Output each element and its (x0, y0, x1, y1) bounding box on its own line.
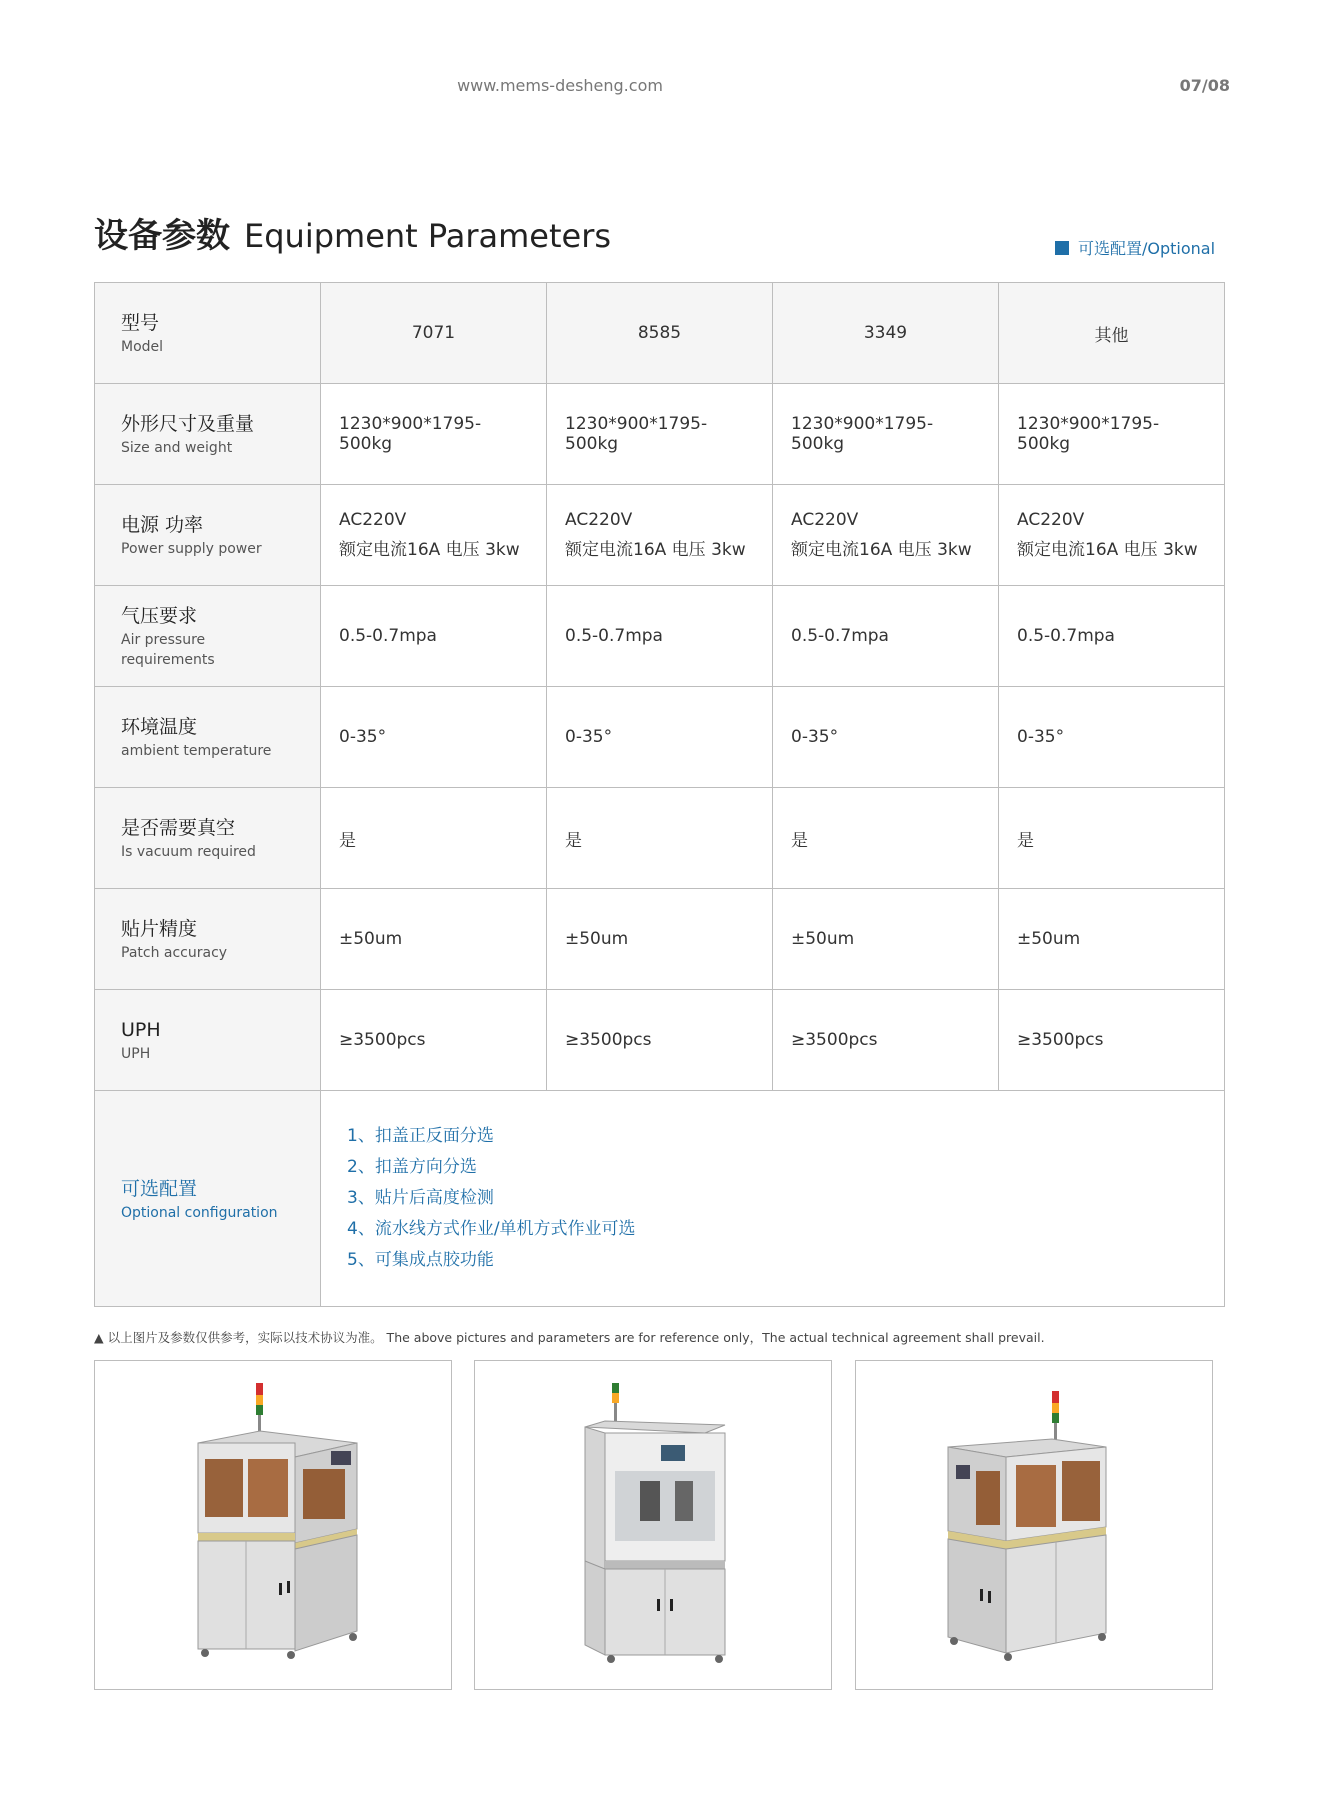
row-label (95, 485, 321, 586)
product-photo-1 (94, 1360, 452, 1690)
row-label (95, 384, 321, 485)
model-header-cell: 3349 (773, 283, 999, 384)
optional-config-list (339, 1121, 1206, 1276)
table-cell: 1230*900*1795-500kg (773, 384, 999, 485)
table-row (95, 788, 1225, 889)
row-label-en: Size and weight (121, 440, 233, 456)
table-row (95, 586, 1225, 687)
table-cell: 0-35° (773, 687, 999, 788)
row-label (95, 1091, 321, 1307)
cell-line-2: 额定电流16A 电压 3kw (1017, 540, 1198, 560)
model-header-cell: 8585 (547, 283, 773, 384)
table-cell: 是 (547, 788, 773, 889)
cell-line-2: 额定电流16A 电压 3kw (565, 540, 746, 560)
row-label-en: Power supply power (121, 541, 262, 557)
row-label-zh: 贴片精度 (121, 918, 198, 940)
list-item: 1、扣盖正反面分选 (347, 1126, 494, 1146)
table-row (95, 889, 1225, 990)
table-cell: ±50um (773, 889, 999, 990)
table-cell: 0.5-0.7mpa (547, 586, 773, 687)
legend-label: 可选配置/Optional (1078, 239, 1216, 258)
cell-line-2: 额定电流16A 电压 3kw (791, 540, 972, 560)
list-item: 4、流水线方式作业/单机方式作业可选 (347, 1219, 636, 1239)
table-cell: ±50um (547, 889, 773, 990)
table-cell: 是 (321, 788, 547, 889)
table-cell (773, 485, 999, 586)
row-label-en: UPH (121, 1046, 151, 1062)
table-cell: 0.5-0.7mpa (321, 586, 547, 687)
cell-line-1: AC220V (339, 510, 407, 530)
row-label-zh: 是否需要真空 (121, 817, 236, 839)
table-cell: 是 (999, 788, 1225, 889)
cell-line-1: AC220V (1017, 510, 1085, 530)
page-title-en: Equipment Parameters (244, 217, 612, 255)
optional-config-row (95, 1091, 1225, 1307)
row-label-zh: 可选配置 (121, 1177, 198, 1200)
page-title (94, 208, 612, 256)
list-item: 3、贴片后高度检测 (347, 1188, 494, 1208)
row-label (95, 283, 321, 384)
table-cell: ≥3500pcs (547, 990, 773, 1091)
table-cell: ≥3500pcs (321, 990, 547, 1091)
optional-config-cell (321, 1091, 1225, 1307)
table-cell (999, 485, 1225, 586)
table-cell (321, 485, 547, 586)
table-cell: ±50um (321, 889, 547, 990)
row-label-en: Model (121, 339, 164, 355)
row-label-zh: 型号 (121, 312, 160, 334)
table-cell: 1230*900*1795-500kg (547, 384, 773, 485)
website-url: www.mems-desheng.com (457, 76, 663, 95)
row-label-en: Air pressure requirements (121, 632, 215, 668)
table-row (95, 485, 1225, 586)
page-title-zh: 设备参数 (94, 216, 230, 256)
row-label-zh: 环境温度 (121, 716, 198, 738)
table-cell: 0.5-0.7mpa (773, 586, 999, 687)
row-label-en: Optional configuration (121, 1204, 278, 1221)
table-row (95, 384, 1225, 485)
row-label-zh: 电源 功率 (121, 514, 204, 536)
table-cell: 1230*900*1795-500kg (999, 384, 1225, 485)
page-number: 07/08 (1179, 76, 1230, 95)
row-label (95, 788, 321, 889)
table-cell: 0.5-0.7mpa (999, 586, 1225, 687)
table-cell: 0-35° (321, 687, 547, 788)
list-item: 5、可集成点胶功能 (347, 1250, 494, 1270)
row-label (95, 990, 321, 1091)
model-header-cell: 7071 (321, 283, 547, 384)
cell-line-2: 额定电流16A 电压 3kw (339, 540, 520, 560)
row-label-en: Patch accuracy (121, 945, 228, 961)
row-label-zh: UPH (121, 1019, 161, 1041)
disclaimer-note: ▲ 以上图片及参数仅供参考，实际以技术协议为准。 The above pictures and parameters are for reference only，The actual technical agreement shall prevail. (94, 1330, 1045, 1345)
table-row (95, 687, 1225, 788)
parameters-table (94, 282, 1225, 1307)
table-cell: ±50um (999, 889, 1225, 990)
machine-image (95, 1361, 451, 1689)
row-label (95, 889, 321, 990)
machine-image (856, 1361, 1212, 1689)
row-label-zh: 外形尺寸及重量 (121, 413, 255, 435)
optional-legend (1055, 236, 1215, 259)
row-label-zh: 气压要求 (121, 605, 198, 627)
legend-swatch-icon (1055, 241, 1069, 255)
product-photo-2 (474, 1360, 832, 1690)
table-header-row (95, 283, 1225, 384)
table-cell: ≥3500pcs (773, 990, 999, 1091)
table-cell: 是 (773, 788, 999, 889)
product-photo-3 (855, 1360, 1213, 1690)
list-item: 2、扣盖方向分选 (347, 1157, 477, 1177)
table-cell (547, 485, 773, 586)
table-cell: ≥3500pcs (999, 990, 1225, 1091)
row-label (95, 687, 321, 788)
row-label-en: ambient temperature (121, 743, 272, 759)
cell-line-1: AC220V (565, 510, 633, 530)
table-row (95, 990, 1225, 1091)
table-cell: 0-35° (547, 687, 773, 788)
cell-line-1: AC220V (791, 510, 859, 530)
table-cell: 1230*900*1795-500kg (321, 384, 547, 485)
table-cell: 0-35° (999, 687, 1225, 788)
row-label (95, 586, 321, 687)
row-label-en: Is vacuum required (121, 844, 256, 860)
machine-image (475, 1361, 831, 1689)
model-header-cell: 其他 (999, 283, 1225, 384)
